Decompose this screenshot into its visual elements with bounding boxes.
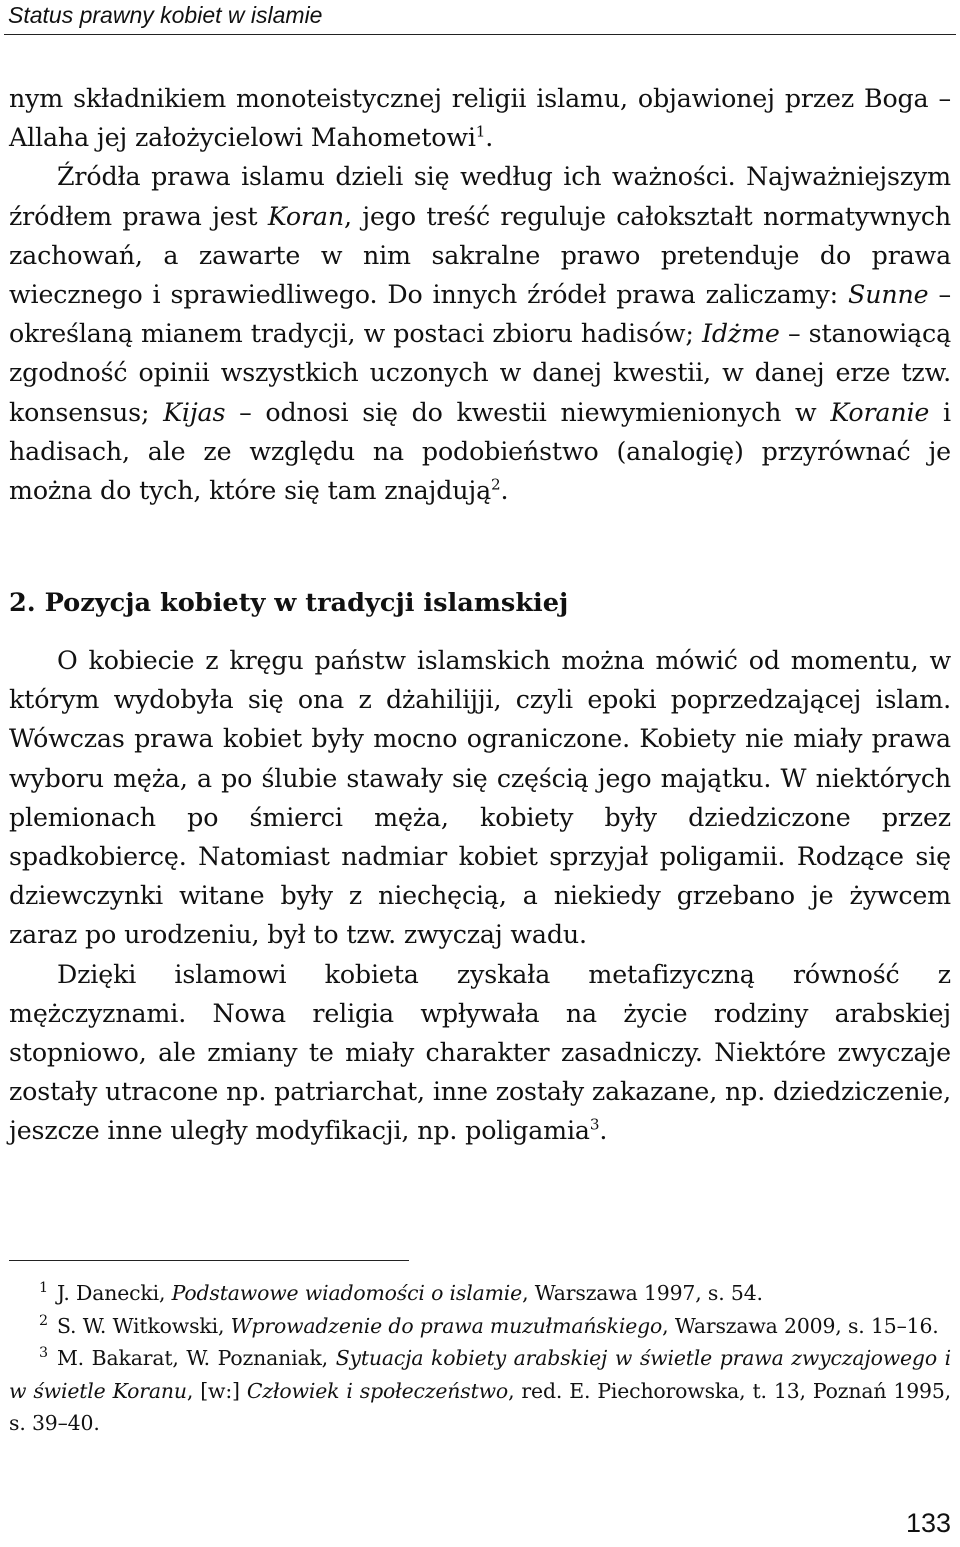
text-run: i hadisach, ale ze względu na podobieństwo (analogię) przyrównać je można do tych, które się tam znajdują — [9, 397, 951, 506]
footnote — [9, 1277, 951, 1310]
footnote-text: , [w:] — [186, 1378, 247, 1403]
text-run: , jego treść reguluje całokształt normatywnych zachowań, a zawarte w nim sakralne prawo pretenduje do prawa wiecznego i sprawiedliwego. Do innych źródeł prawa zaliczamy: — [9, 201, 951, 310]
footnote-reference[interactable]: 2 — [491, 475, 501, 494]
section-2-body — [9, 641, 951, 1151]
italic-term: Sunne — [848, 280, 929, 310]
section-1-body — [9, 79, 951, 510]
footnote-title: Wprowadzenie do prawa muzułmańskiego — [230, 1313, 663, 1338]
italic-term: Kijas — [163, 397, 226, 427]
text-run: – stanowiącą zgodność opinii wszystkich uczonych w danej kwestii, w danej erze tzw. konsensus; — [9, 319, 951, 427]
footnote-text: , Warszawa 2009, s. 15–16. — [662, 1313, 939, 1338]
paragraph-text: Dzięki islamowi kobieta zyskała metafizyczną równość z mężczyznami. Nowa religia wpływała na życie rodziny arabskiej stopniowo, ale zmiany te miały charakter zasadniczy. Niektóre zwyczaje zostały utracone np. patriarchat, inne zostały zakazane, np. dziedziczenie, jeszcze inne uległy modyfikacji, np. poligamia — [9, 959, 951, 1146]
punctuation: . — [500, 476, 509, 506]
footnote — [9, 1342, 951, 1440]
footnote-title: Podstawowe wiadomości o islamie — [171, 1281, 523, 1305]
footnote-text: , red. E. Piechorowska, t. 13, Poznań 1995, s. 39–40. — [9, 1378, 951, 1436]
footnote-number: 3 — [39, 1345, 48, 1362]
section-heading: 2. Pozycja kobiety w tradycji islamskiej — [9, 588, 569, 618]
paragraph — [9, 955, 951, 1151]
paragraph — [9, 157, 951, 510]
italic-term: Idżme — [702, 319, 780, 349]
footnotes — [9, 1277, 951, 1440]
header-divider — [4, 34, 956, 35]
footnote-number: 1 — [39, 1280, 48, 1297]
text-run: Źródła prawa islamu dzieli się według ich ważności. Najważniejszym źródłem prawa jest — [9, 162, 951, 231]
punctuation: . — [599, 1116, 608, 1146]
footnote — [9, 1310, 951, 1343]
running-header: Status prawny kobiet w islamie — [8, 2, 323, 28]
footnote-divider — [9, 1260, 409, 1261]
footnote-text: M. Bakarat, W. Poznaniak, — [56, 1346, 336, 1371]
footnote-title: Człowiek i społeczeństwo — [246, 1378, 509, 1403]
footnote-text: , Warszawa 1997, s. 54. — [522, 1281, 763, 1305]
italic-term: Koran — [267, 201, 345, 231]
footnote-number: 2 — [39, 1312, 48, 1329]
page-number: 133 — [905, 1508, 951, 1538]
paragraph — [9, 79, 951, 157]
footnote-reference[interactable]: 3 — [589, 1116, 600, 1135]
text-run: – odnosi się do kwestii niewymienionych w — [225, 397, 831, 427]
paragraph: O kobiecie z kręgu państw islamskich można mówić od momentu, w którym wydobyła się ona z dżahilijji, czyli epoki poprzedzającej islam. Wówczas prawa kobiet były mocno ograniczone. Kobiety nie miały prawa wyboru męża, a po ślubie stawały się częścią jego majątku. W niektórych plemionach po śmierci męża, kobiety były dziedziczone przez spadkobiercę. Natomiast nadmiar kobiet sprzyjał poligamii. Rodzące się dziewczynki witane były z niechęcią, a niekiedy grzebano je żywcem zaraz po urodzeniu, był to tzw. zwyczaj wadu. — [9, 646, 951, 950]
italic-term: Koranie — [830, 397, 930, 427]
punctuation: . — [485, 123, 494, 153]
footnote-title: Sytuacja kobiety arabskiej w świetle prawa zwyczajowego i w świetle Koranu — [9, 1346, 952, 1403]
footnote-text: J. Danecki, — [56, 1281, 172, 1305]
paragraph-text: nym składnikiem monoteistycznej religii islamu, objawionej przez Boga – Allaha jej założycielowi Mahometowi — [9, 84, 951, 153]
text-run: – określaną mianem tradycji, w postaci zbioru hadisów; — [9, 280, 951, 349]
footnote-text: S. W. Witkowski, — [56, 1313, 231, 1338]
footnote-reference[interactable]: 1 — [475, 122, 486, 141]
